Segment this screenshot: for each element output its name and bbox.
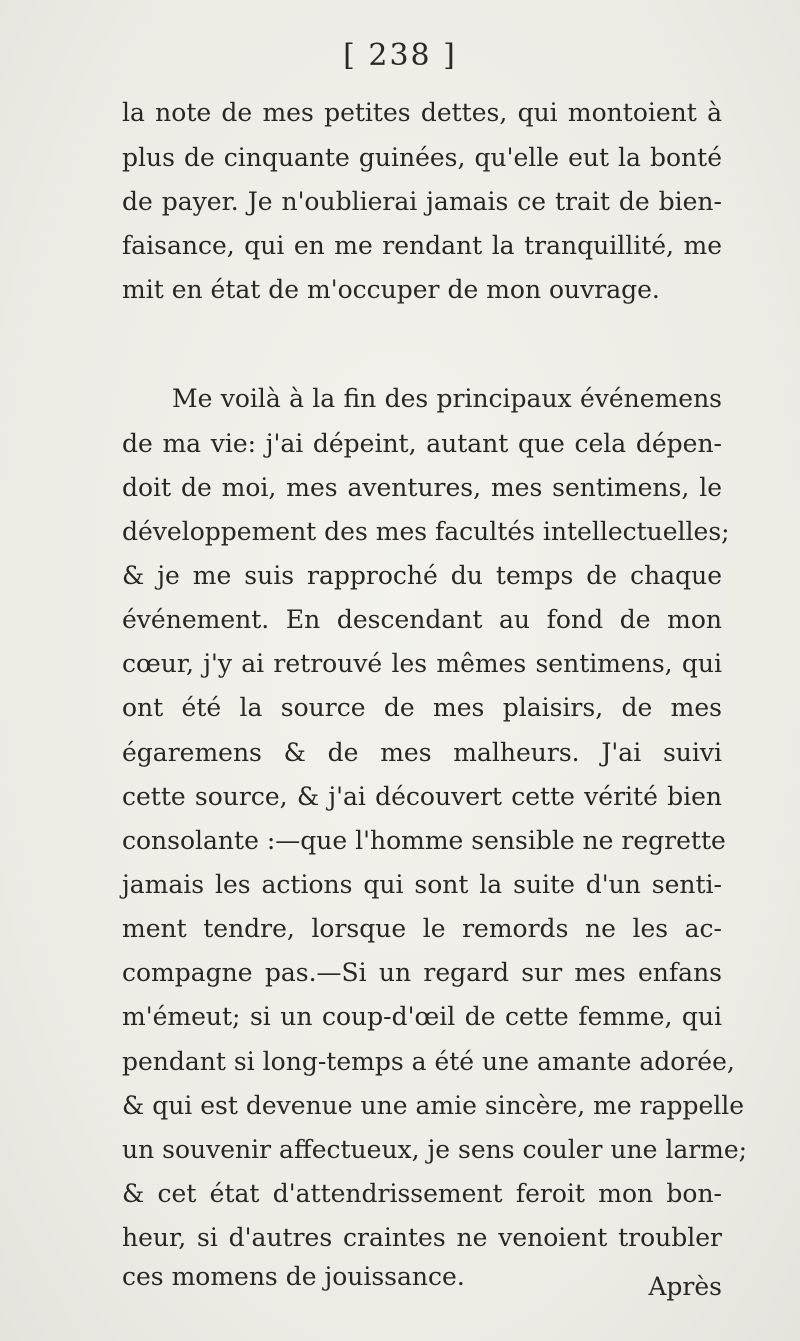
text-line: pendant si long-temps a été une amante adorée, — [122, 1047, 735, 1076]
text-line: m'émeut; si un coup-d'œil de cette femme, qui — [122, 1002, 722, 1031]
text-line: heur, si d'autres craintes ne venoient troubler — [122, 1223, 722, 1252]
text-line: un souvenir affectueux, je sens couler une larme; — [122, 1135, 748, 1164]
text-line: ces momens de jouissance. — [122, 1262, 465, 1291]
text-line: & je me suis rapproché du temps de chaque — [122, 561, 722, 590]
page-number-header: [ 238 ] — [343, 38, 457, 73]
text-line: cette source, & j'ai découvert cette vérité bien — [122, 782, 722, 811]
text-line: mit en état de m'occuper de mon ouvrage. — [122, 275, 660, 304]
text-line: & cet état d'attendrissement feroit mon bon- — [122, 1179, 722, 1208]
text-line: & qui est devenue une amie sincère, me rappelle — [122, 1091, 745, 1120]
text-line: de payer. Je n'oublierai jamais ce trait de bien- — [122, 187, 722, 216]
text-line: jamais les actions qui sont la suite d'un senti- — [122, 870, 722, 899]
text-line: la note de mes petites dettes, qui montoient à — [122, 98, 722, 127]
text-line: plus de cinquante guinées, qu'elle eut la bonté — [122, 143, 722, 172]
text-line: cœur, j'y ai retrouvé les mêmes sentimens, qui — [122, 649, 722, 678]
text-line: consolante :—que l'homme sensible ne regrette — [122, 826, 726, 855]
text-line: ment tendre, lorsque le remords ne les ac- — [122, 914, 722, 943]
text-line: compagne pas.—Si un regard sur mes enfans — [122, 958, 722, 987]
text-line: ont été la source de mes plaisirs, de mes — [122, 693, 722, 722]
text-line: développement des mes facultés intellectuelles; — [122, 517, 730, 546]
text-line: doit de moi, mes aventures, mes sentimens, le — [122, 473, 722, 502]
text-line: faisance, qui en me rendant la tranquillité, me — [122, 231, 722, 260]
text-line: Me voilà à la fin des principaux événemens — [172, 384, 722, 413]
text-line: de ma vie: j'ai dépeint, autant que cela dépen- — [122, 429, 722, 458]
catchword: Après — [648, 1272, 722, 1301]
text-line: événement. En descendant au fond de mon — [122, 605, 722, 634]
text-line: égaremens & de mes malheurs. J'ai suivi — [122, 738, 722, 767]
